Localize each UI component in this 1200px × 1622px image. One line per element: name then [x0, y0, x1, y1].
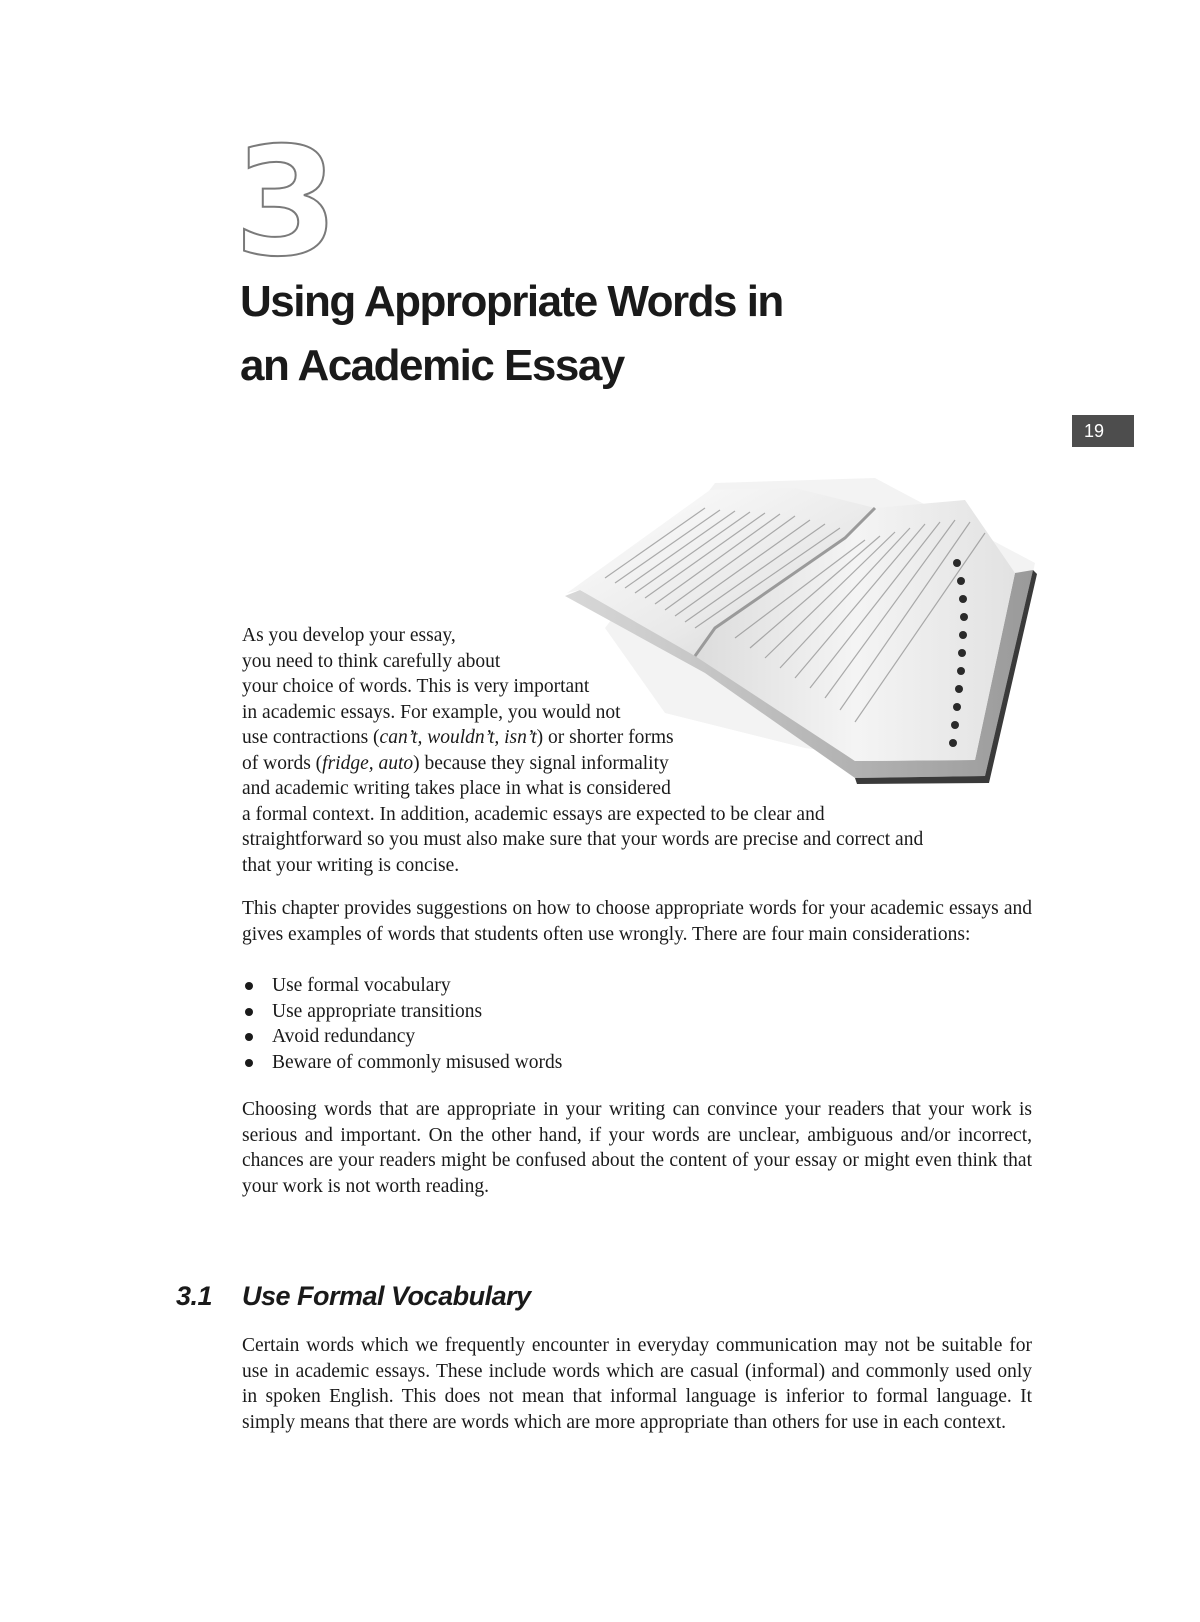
section-number: 3.1	[176, 1281, 213, 1311]
intro-line: you need to think carefully about	[242, 650, 501, 672]
paragraph-choosing-words: Choosing words that are appropriate in your writing can convince your readers that your work is serious and important. On the other hand, if your words are unclear, ambiguous and/or incorrect, chances are your readers might be confused about the content of your essay or might even think that your work is not worth reading.	[242, 1099, 1032, 1197]
list-item-text: Beware of commonly misused words	[272, 1051, 563, 1073]
intro-line: As you develop your essay,	[242, 625, 456, 646]
bullet-icon	[245, 1008, 253, 1016]
chapter-title-line-1: Using Appropriate Words in	[240, 277, 783, 326]
short-forms-examples: fridge, auto	[322, 752, 414, 774]
intro-line: and academic writing takes place in what is considered	[242, 778, 671, 799]
list-item	[242, 1050, 562, 1076]
paragraph-considerations: This chapter provides suggestions on how to choose appropriate words for your academic essays and gives examples of words that students often use wrongly. There are four main considerations:	[242, 898, 1032, 945]
intro-line: straightforward so you must also make sure that your words are precise and correct and	[242, 829, 924, 850]
considerations-list	[242, 973, 562, 1075]
bullet-icon	[245, 1033, 253, 1041]
section-title: Use Formal Vocabulary	[242, 1281, 531, 1311]
intro-text: use contractions (	[242, 727, 380, 748]
intro-line: in academic essays. For example, you would not	[242, 701, 621, 723]
intro-paragraph	[242, 623, 1042, 878]
intro-line: your choice of words. This is very important	[242, 676, 590, 697]
list-item-text: Use appropriate transitions	[272, 1000, 483, 1022]
intro-line	[242, 751, 1042, 777]
list-item	[242, 973, 562, 999]
page-number-tab: 19	[1072, 415, 1134, 447]
intro-text: ) because they signal informality	[413, 752, 669, 774]
intro-line: that your writing is concise.	[242, 854, 460, 876]
list-item-text: Use formal vocabulary	[272, 975, 451, 996]
list-item	[242, 1024, 562, 1050]
intro-text: of words (	[242, 752, 323, 774]
list-item	[242, 999, 562, 1025]
list-item-text: Avoid redundancy	[272, 1026, 416, 1047]
contractions-examples: can’t, wouldn’t, isn’t	[379, 727, 537, 748]
chapter-number: 3	[234, 116, 335, 290]
chapter-title	[240, 270, 783, 398]
chapter-title-line-2: an Academic Essay	[240, 341, 624, 390]
section-heading	[176, 1280, 531, 1312]
paragraph-formal-vocabulary: Certain words which we frequently encounter in everyday communication may not be suitable for use in academic essays. These include words which are casual (informal) and commonly used only in spoken English. This does not mean that informal language is inferior to formal language. It simply means that there are words which are more appropriate than others for use in each context.	[242, 1335, 1032, 1433]
bullet-icon	[245, 1059, 253, 1067]
intro-line: a formal context. In addition, academic essays are expected to be clear and	[242, 803, 825, 825]
intro-line	[242, 725, 1042, 751]
bullet-icon	[245, 982, 253, 990]
intro-text: ) or shorter forms	[536, 727, 674, 748]
